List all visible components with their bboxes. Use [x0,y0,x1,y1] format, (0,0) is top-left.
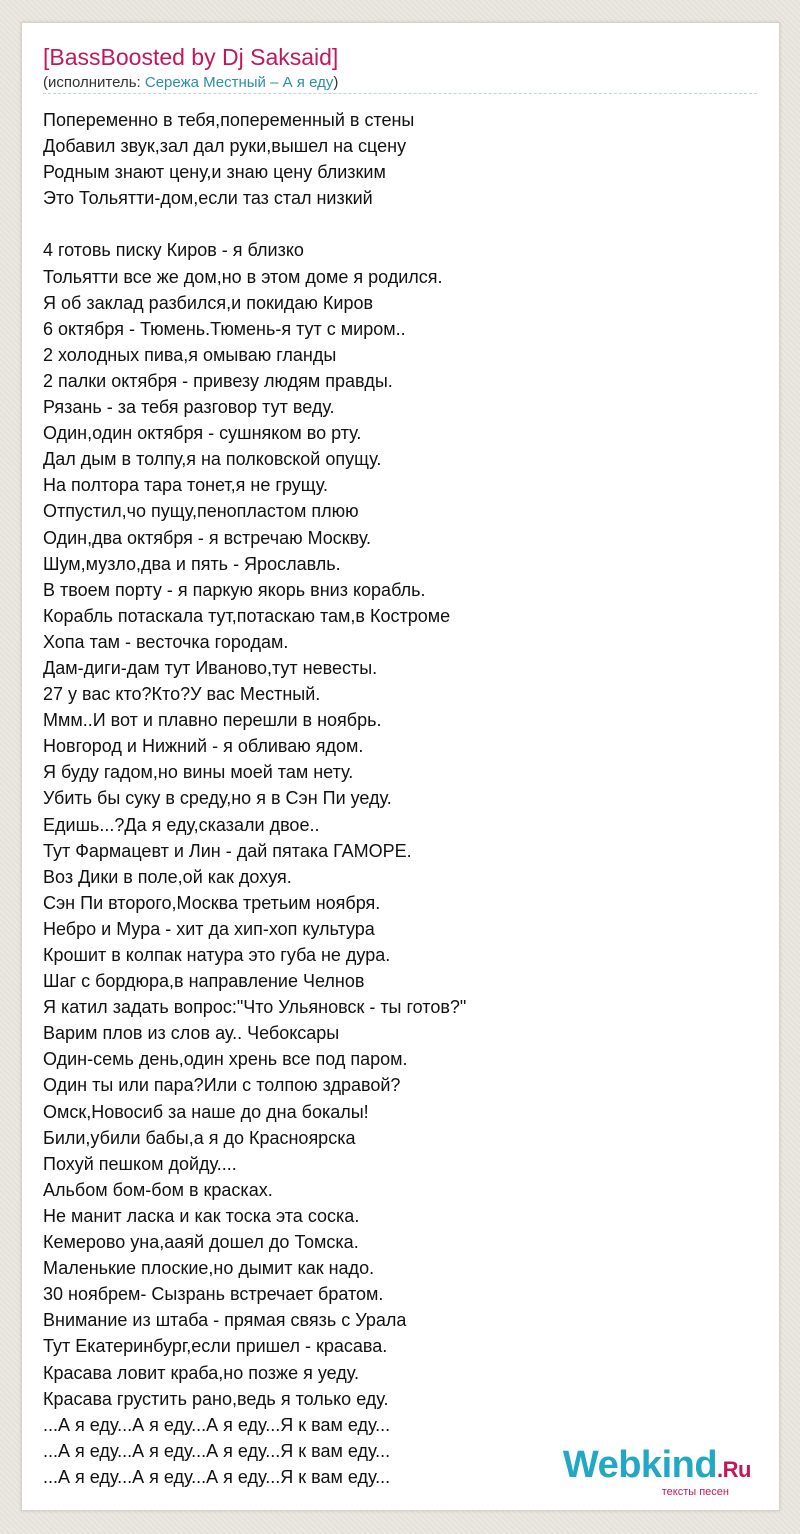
lyric-line: На полтора тара тонет,я не грущу. [43,475,328,496]
lyric-line: 2 палки октября - привезу людям правды. [43,370,393,391]
lyric-line: Добавил звук,зал дал руки,вышел на сцену [43,136,407,157]
logo-subtitle: тексты песен [661,1486,729,1498]
lyrics-card [21,22,780,1511]
lyric-line: Один-семь день,один хрень все под паром. [43,1049,408,1070]
lyric-line: 30 ноябрем- Сызрань встречает братом. [43,1284,384,1305]
lyric-line: Родным знают цену,и знаю цену близким [43,162,386,183]
lyric-line: Это Тольятти-дом,если таз стал низкий [43,188,373,209]
lyric-line: 4 готовь писку Киров - я близко [43,240,304,261]
lyric-line: Воз Дики в поле,ой как дохуя. [43,866,292,887]
lyric-line: Альбом бом-бом в красках. [43,1179,273,1200]
header-divider [43,93,757,94]
artist-suffix: ) [333,74,339,91]
lyric-line: Не манит ласка и как тоска эта соска. [43,1205,360,1226]
lyric-line: Новгород и Нижний - я обливаю ядом. [43,736,364,757]
lyric-line: Кемерово уна,ааяй дошел до Томска. [43,1232,359,1253]
logo-wordmark [563,1446,751,1489]
lyric-line: Красава грустить рано,ведь я только еду. [43,1388,389,1409]
lyric-line: Крошит в колпак натура это губа не дура. [43,945,391,965]
lyric-line: Внимание из штаба - прямая связь с Урала [43,1310,407,1331]
lyric-line: Один,один октября - сушняком во рту. [43,423,362,444]
artist-song-link[interactable]: Сережа Местный – А я еду [144,74,334,91]
lyric-line: ...А я еду...А я еду...А я еду...Я к вам еду... [43,1466,391,1487]
lyric-line: Тут Фармацевт и Лин - дай пятака ГАМОРЕ. [43,840,412,861]
lyric-line: Корабль потаскала тут,потаскаю там,в Костроме [43,605,451,626]
song-title: [BassBoosted by Dj Saksaid] [43,44,339,70]
lyric-line: 2 холодных пива,я омываю гланды [43,344,337,365]
lyric-line: Шаг с бордюра,в направление Челнов [43,971,365,992]
logo-tld: .Ru [717,1457,751,1482]
lyric-line: Попеременно в тебя,попеременный в стены [43,110,415,130]
lyric-line: Дал дым в толпу,я на полковской опущу. [43,449,382,470]
lyric-line: Тольятти все же дом,но в этом доме я родился. [43,266,443,287]
lyric-line: ...А я еду...А я еду...А я еду...Я к вам еду... [43,1414,391,1435]
lyric-line: Дам-диги-дам тут Иваново,тут невесты. [43,657,378,678]
lyric-line: Шум,музло,два и пять - Ярославль. [43,553,341,574]
lyric-line: Рязань - за тебя разговор тут веду. [43,397,335,418]
lyric-line: Тут Екатеринбург,если пришел - красава. [43,1336,388,1357]
lyric-line: Я об заклад разбился,и покидаю Киров [43,292,374,313]
lyric-line: Похуй пешком дойду.... [43,1153,237,1174]
lyric-line: Отпустил,чо пущу,пенопластом плюю [43,501,359,522]
lyric-line: Хопа там - весточка городам. [43,631,289,652]
lyric-line: Омск,Новосиб за наше до дна бокалы! [43,1101,369,1122]
lyric-line: Маленькие плоские,но дымит как надо. [43,1258,375,1279]
lyric-line: Ммм..И вот и плавно перешли в ноябрь. [43,710,382,731]
lyric-line: Убить бы суку в среду,но я в Сэн Пи уеду. [43,788,392,809]
lyric-line: Били,убили бабы,а я до Красноярска [43,1127,356,1148]
artist-line [43,74,338,92]
artist-prefix: (исполнитель: [43,74,145,91]
lyric-line: Красава ловит краба,но позже я уеду. [43,1362,359,1383]
lyric-line: Небро и Мура - хит да хип-хоп культура [43,918,375,939]
lyric-line: В твоем порту - я паркую якорь вниз корабль. [43,579,426,600]
lyric-line: Я катил задать вопрос:"Что Ульяновск - ты готов?" [43,997,467,1018]
lyric-line: Один,два октября - я встречаю Москву. [43,527,372,548]
lyric-line: Один ты или пара?Или с толпою здравой? [43,1075,401,1096]
lyric-line: Варим плов из слов ау.. Чебоксары [43,1023,340,1044]
lyric-line: ...А я еду...А я еду...А я еду...Я к вам еду... [43,1440,391,1461]
lyric-line: Я буду гадом,но вины моей там нету. [43,762,354,783]
lyric-line: Сэн Пи второго,Москва третьим ноября. [43,892,381,913]
lyrics-text [43,107,753,1490]
logo-name: Webkind [562,1444,718,1486]
lyric-line: Едишь...?Да я еду,сказали двое.. [43,814,320,835]
lyric-line: 27 у вас кто?Кто?У вас Местный. [43,684,321,705]
lyric-line: 6 октября - Тюмень.Тюмень-я тут с миром.. [43,318,406,339]
webkind-logo[interactable] [562,1444,751,1498]
